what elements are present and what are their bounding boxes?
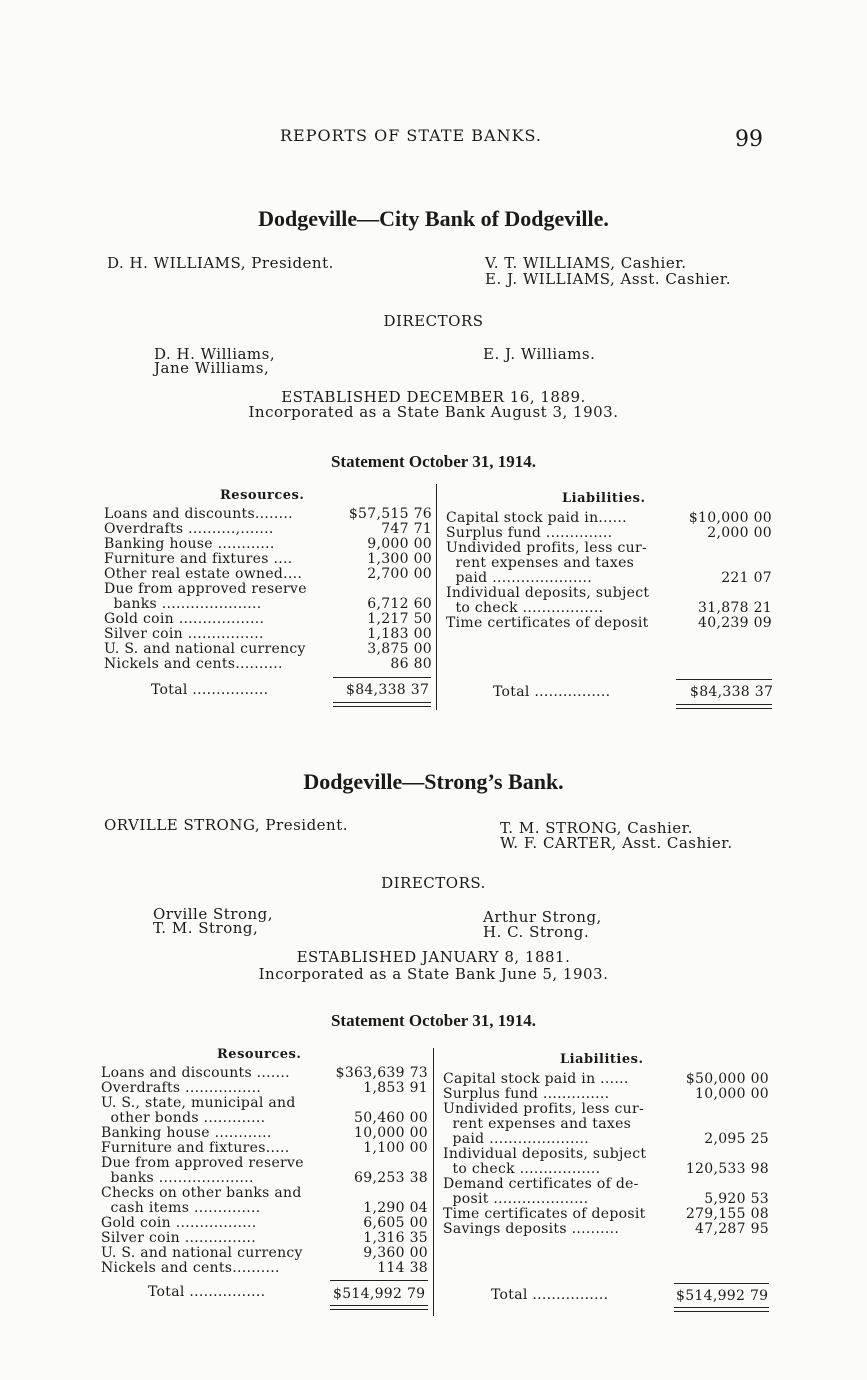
resource-label: other bonds ............. [101,1111,266,1126]
liability-row [443,1162,769,1177]
resource-label: U. S. and national currency [104,642,306,657]
resource-label: banks ..................... [104,597,262,612]
double-rule [333,706,431,707]
director: D. H. Williams, [154,345,276,363]
liability-amount: 279,155 08 [685,1206,769,1222]
directors-heading: DIRECTORS [383,312,484,330]
director: Arthur Strong, [483,908,602,926]
resource-amount: 1,290 04 [363,1200,428,1216]
resource-row [104,582,432,597]
resource-amount: 9,000 00 [367,536,432,552]
resource-label: Overdrafts ................ [101,1081,262,1096]
president: D. H. WILLIAMS, President. [107,254,334,272]
liability-label: Individual deposits, subject [446,586,650,601]
resources-total: $84,338 37 [346,682,430,698]
resource-row [101,1201,428,1216]
resources-total: $514,992 79 [333,1286,426,1302]
resource-row [104,567,432,582]
total-label: Total ................ [491,1287,609,1303]
resource-amount: 50,460 00 [354,1110,428,1126]
resource-amount: 1,183 00 [367,626,432,642]
liability-row [443,1087,769,1102]
resource-amount: 1,100 00 [363,1140,428,1156]
double-rule [330,1309,428,1310]
liability-row [446,556,772,571]
resource-amount: 3,875 00 [367,641,432,657]
liability-amount: $10,000 00 [688,510,772,526]
liability-label: paid ..................... [443,1132,589,1147]
liability-label: Savings deposits .......... [443,1222,620,1237]
column-divider [433,1048,434,1316]
liability-row [446,511,772,526]
resource-row [101,1081,428,1096]
liabilities-heading: Liabilities. [560,1052,644,1067]
liability-row [443,1102,769,1117]
resource-row [101,1111,428,1126]
total-label: Total ................ [148,1284,266,1300]
resource-row [101,1096,428,1111]
column-divider [436,484,437,710]
resource-label: Gold coin ................. [101,1216,257,1231]
liability-amount: 5,920 53 [704,1191,769,1207]
liabilities-heading: Liabilities. [562,491,646,506]
liability-label: Capital stock paid in ...... [443,1072,629,1087]
resource-row [101,1171,428,1186]
sum-rule [333,677,431,678]
resources-heading: Resources. [217,1047,302,1062]
liability-amount: 10,000 00 [695,1086,769,1102]
resource-row [101,1216,428,1231]
director: T. M. Strong, [153,919,259,937]
resource-row [104,612,432,627]
liability-label: rent expenses and taxes [446,556,635,571]
liability-amount: 40,239 09 [698,615,772,631]
resource-amount: $57,515 76 [348,506,432,522]
resource-label: Checks on other banks and [101,1186,302,1201]
resource-amount: 1,300 00 [367,551,432,567]
bank-title: Dodgeville—Strong’s Bank. [303,769,564,794]
resource-row [104,597,432,612]
liability-row [443,1117,769,1132]
liability-row [443,1192,769,1207]
liability-label: Demand certificates of de- [443,1177,639,1192]
resource-label: Due from approved reserve [104,582,307,597]
resource-label: U. S., state, municipal and [101,1096,296,1111]
president: ORVILLE STRONG, President. [104,816,349,834]
liability-row [443,1222,769,1237]
liability-row [443,1072,769,1087]
liability-label: rent expenses and taxes [443,1117,632,1132]
resource-label: Furniture and fixtures..... [101,1141,290,1156]
liabilities-total: $514,992 79 [676,1288,769,1304]
liability-row [443,1207,769,1222]
director: H. C. Strong. [483,923,590,941]
liability-label: posit .................... [443,1192,589,1207]
liability-row [446,601,772,616]
resource-amount: 1,853 91 [363,1080,428,1096]
resource-row [104,627,432,642]
resource-row [101,1066,428,1081]
resource-label: Furniture and fixtures .... [104,552,293,567]
resource-row [104,657,432,672]
liabilities-list [446,511,772,631]
resource-row [104,552,432,567]
sum-rule [676,679,772,680]
director: E. J. Williams. [483,345,596,363]
double-rule [676,708,772,709]
liabilities-total: $84,338 37 [690,684,774,700]
resource-amount: 6,712 60 [367,596,432,612]
cashier: T. M. STRONG, Cashier. [500,819,693,837]
statement-heading: Statement October 31, 1914. [330,452,537,471]
sum-rule [674,1283,769,1284]
resource-label: Banking house ............ [104,537,275,552]
liability-row [446,616,772,631]
director: Orville Strong, [153,905,274,923]
resource-amount: 747 71 [381,521,432,537]
resource-row [101,1246,428,1261]
resource-label: Silver coin ................ [104,627,264,642]
resource-label: Loans and discounts........ [104,507,293,522]
resource-label: banks .................... [101,1171,254,1186]
resource-amount: 1,316 35 [363,1230,428,1246]
resource-row [101,1141,428,1156]
resource-amount: 114 38 [377,1260,428,1276]
resource-row [101,1231,428,1246]
resource-label: Silver coin ............... [101,1231,256,1246]
resource-amount: 86 80 [390,656,432,672]
resource-row [104,507,432,522]
resource-amount: 10,000 00 [354,1125,428,1141]
cashier: V. T. WILLIAMS, Cashier. [485,254,687,272]
liability-label: Surplus fund .............. [446,526,613,541]
established: ESTABLISHED JANUARY 8, 1881. [296,948,571,966]
resource-row [104,522,432,537]
liability-row [443,1132,769,1147]
liability-row [446,526,772,541]
double-rule [674,1307,769,1308]
established: ESTABLISHED DECEMBER 16, 1889. [281,388,586,406]
liability-label: Undivided profits, less cur- [443,1102,645,1117]
liability-row [443,1177,769,1192]
resource-amount: 1,217 50 [367,611,432,627]
liability-amount: 2,000 00 [707,525,772,541]
resource-label: Other real estate owned.... [104,567,303,582]
liability-label: paid ..................... [446,571,592,586]
incorporated: Incorporated as a State Bank June 5, 1903. [258,965,609,983]
resource-row [104,642,432,657]
liability-label: Individual deposits, subject [443,1147,647,1162]
liability-row [446,541,772,556]
double-rule [333,702,431,703]
resource-amount: 9,360 00 [363,1245,428,1261]
liability-amount: 47,287 95 [695,1221,769,1237]
bank-title: Dodgeville—City Bank of Dodgeville. [258,206,609,231]
liability-row [446,586,772,601]
statement-heading: Statement October 31, 1914. [330,1011,537,1030]
incorporated: Incorporated as a State Bank August 3, 1903. [248,403,619,421]
resource-label: Nickels and cents.......... [104,657,283,672]
resource-label: U. S. and national currency [101,1246,303,1261]
total-label: Total ................ [493,684,611,700]
sum-rule [330,1280,428,1281]
liability-amount: 221 07 [721,570,772,586]
liability-label: Capital stock paid in...... [446,511,627,526]
double-rule [676,704,772,705]
resource-label: Due from approved reserve [101,1156,304,1171]
resource-row [101,1261,428,1276]
liability-amount: $50,000 00 [685,1071,769,1087]
liability-label: Time certificates of deposit [443,1207,646,1222]
resource-label: Overdrafts ..........,....... [104,522,274,537]
resources-list [104,507,432,672]
resource-amount: $363,639 73 [335,1065,428,1081]
liability-label: to check ................. [443,1162,601,1177]
resources-list [101,1066,428,1276]
resource-row [101,1126,428,1141]
resource-label: Banking house ............ [101,1126,272,1141]
liability-amount: 2,095 25 [704,1131,769,1147]
resource-row [101,1186,428,1201]
double-rule [674,1311,769,1312]
resource-label: cash items .............. [101,1201,261,1216]
resources-heading: Resources. [220,488,305,503]
liabilities-list [443,1072,769,1237]
total-label: Total ................ [151,682,269,698]
resource-label: Gold coin .................. [104,612,265,627]
page-number: 99 [735,127,763,152]
directors-heading: DIRECTORS. [381,874,486,892]
resource-row [104,537,432,552]
resource-amount: 2,700 00 [367,566,432,582]
liability-label: Surplus fund .............. [443,1087,610,1102]
liability-label: Undivided profits, less cur- [446,541,648,556]
running-title: REPORTS OF STATE BANKS. [280,126,543,145]
resource-label: Loans and discounts ....... [101,1066,290,1081]
liability-amount: 120,533 98 [685,1161,769,1177]
asst-cashier: W. F. CARTER, Asst. Cashier. [500,834,733,852]
resource-amount: 69,253 38 [354,1170,428,1186]
liability-row [443,1147,769,1162]
double-rule [330,1305,428,1306]
liability-row [446,571,772,586]
resource-amount: 6,605 00 [363,1215,428,1231]
resource-label: Nickels and cents.......... [101,1261,280,1276]
director: Jane Williams, [154,359,270,377]
liability-label: to check ................. [446,601,604,616]
liability-amount: 31,878 21 [698,600,772,616]
asst-cashier: E. J. WILLIAMS, Asst. Cashier. [485,270,732,288]
liability-label: Time certificates of deposit [446,616,649,631]
resource-row [101,1156,428,1171]
